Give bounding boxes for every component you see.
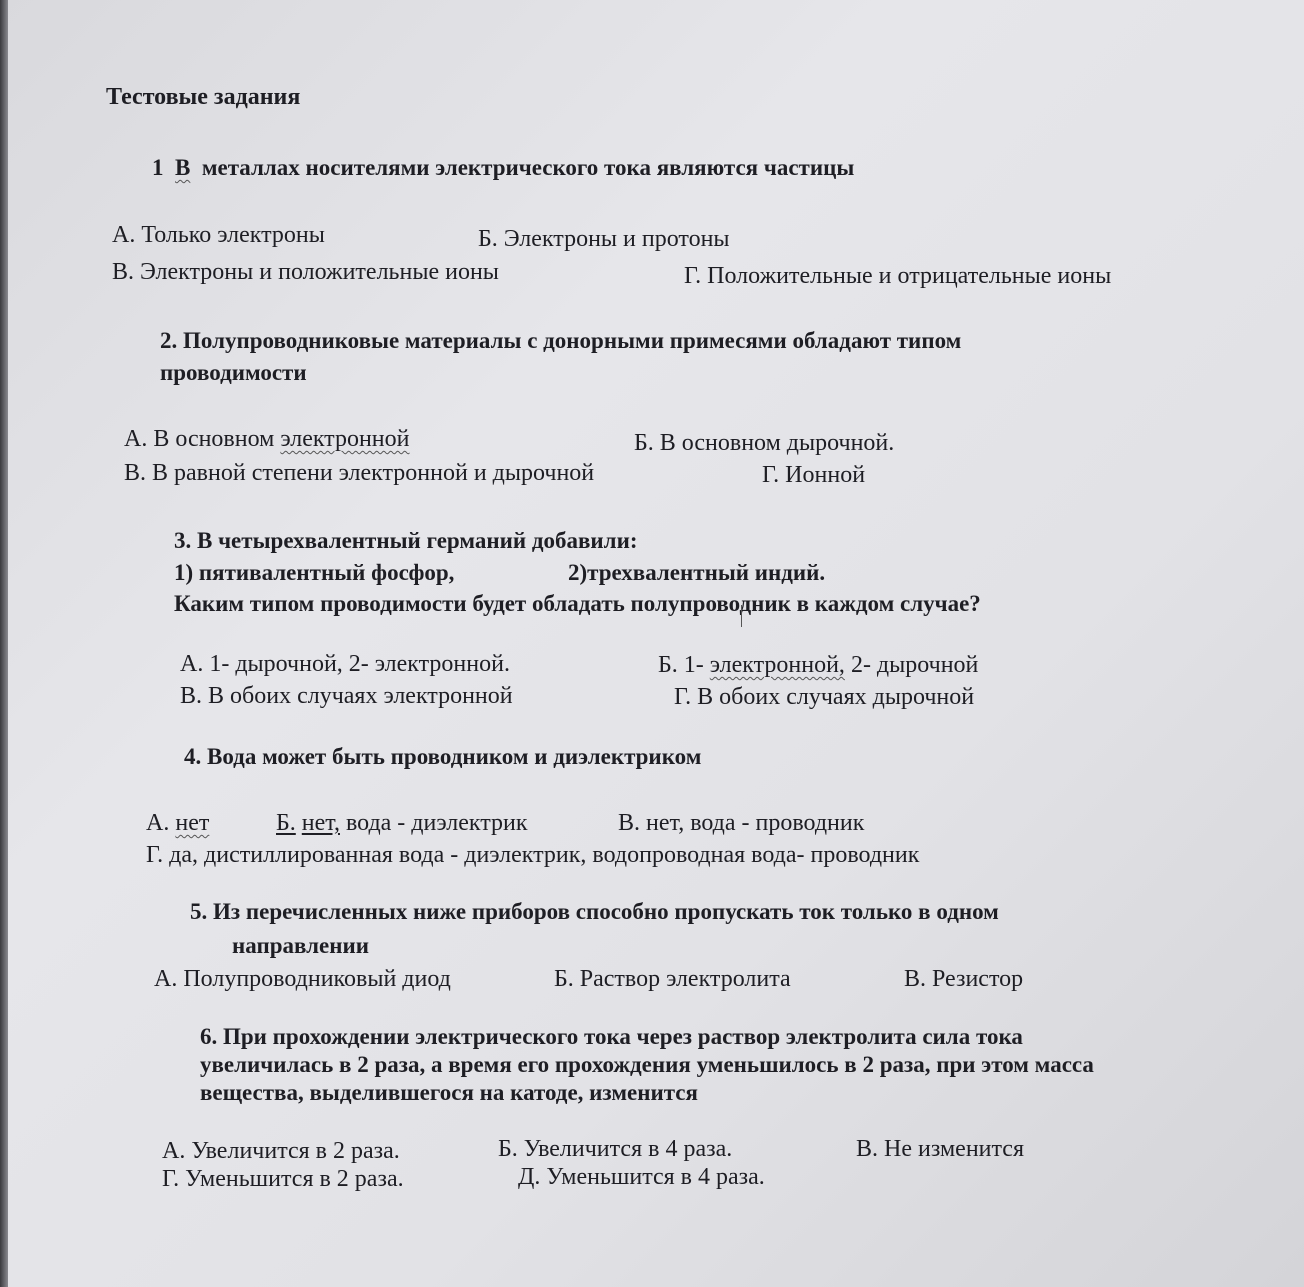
q4-option-a	[146, 810, 209, 837]
q5-option-a: А. Полупроводниковый диод	[154, 966, 451, 992]
q6-option-e: Д. Уменьшится в 4 раза.	[518, 1164, 765, 1190]
question-6-line-2: увеличилась в 2 раза, а время его прохождения уменьшилось в 2 раза, при этом масса	[200, 1052, 1094, 1077]
question-5-line-1: 5. Из перечисленных ниже приборов способно пропускать ток только в одном	[190, 899, 999, 924]
q1-option-c: В. Электроны и положительные ионы	[112, 259, 499, 285]
question-6-line-1: 6. При прохождении электрического тока через раствор электролита сила тока	[200, 1024, 1023, 1049]
q1-option-b: Б. Электроны и протоны	[478, 226, 730, 252]
question-2-line-1: 2. Полупроводниковые материалы с донорными примесями обладают типом	[160, 328, 962, 353]
q1-option-a: А. Только электроны	[112, 222, 325, 248]
q6-option-d: Г. Уменьшится в 2 раза.	[162, 1166, 404, 1192]
q4-option-d: Г. да, дистиллированная вода - диэлектрик, водопроводная вода- проводник	[146, 842, 920, 868]
q4-option-b-suffix: вода - диэлектрик	[345, 810, 528, 836]
q6-option-a: А. Увеличится в 2 раза.	[162, 1138, 400, 1164]
q3-option-b	[658, 652, 978, 679]
question-2-line-2: проводимости	[160, 360, 307, 385]
q6-option-c: В. Не изменится	[856, 1136, 1024, 1162]
q4-option-a-prefix: А.	[146, 810, 170, 836]
q4-option-b-prefix: Б.	[276, 810, 296, 836]
page-title: Тестовые задания	[106, 84, 301, 110]
q4-option-b-word: нет,	[301, 810, 340, 836]
q2-option-c: В. В равной степени электронной и дырочной	[124, 460, 595, 486]
q1-option-d: Г. Положительные и отрицательные ионы	[684, 263, 1112, 289]
q4-option-a-word: нет	[175, 810, 210, 836]
q3-option-d: Г. В обоих случаях дырочной	[674, 684, 975, 710]
question-1-number: 1	[152, 155, 164, 180]
question-6-line-3: вещества, выделившегося на катоде, изменится	[200, 1080, 698, 1105]
q5-option-b: Б. Раствор электролита	[554, 966, 791, 992]
question-1	[152, 155, 854, 181]
q6-option-b: Б. Увеличится в 4 раза.	[498, 1136, 733, 1162]
q3-option-b-word: электронной,	[709, 652, 845, 678]
question-5-line-2: направлении	[232, 933, 369, 958]
q2-option-a	[124, 426, 410, 453]
q2-option-d: Г. Ионной	[762, 462, 866, 488]
screen-bezel-edge	[0, 0, 8, 1287]
question-3-line-2b: 2)трехвалентный индий.	[568, 560, 826, 585]
q2-option-a-prefix: А. В основном	[124, 426, 275, 452]
q3-option-a: А. 1- дырочной, 2- электронной.	[180, 651, 510, 677]
q5-option-c: В. Резистор	[904, 966, 1024, 992]
question-3-line-1: 3. В четырехвалентный германий добавили:	[174, 528, 638, 553]
q3-option-c: В. В обоих случаях электронной	[180, 683, 513, 709]
question-4: 4. Вода может быть проводником и диэлектриком	[184, 744, 702, 769]
q3-option-b-prefix: Б. 1-	[658, 652, 704, 678]
q4-option-b	[276, 810, 527, 837]
text-cursor-icon	[741, 605, 744, 627]
question-1-text: металлах носителями электрического тока являются частицы	[201, 155, 855, 180]
q2-option-a-word: электронной	[280, 426, 410, 452]
question-3-line-3: Каким типом проводимости будет обладать полупроводник в каждом случае?	[174, 591, 981, 616]
question-1-lead-word: В	[175, 155, 191, 180]
q2-option-b: Б. В основном дырочной.	[634, 430, 895, 456]
question-3-line-2a: 1) пятивалентный фосфор,	[174, 560, 455, 585]
q4-option-c: В. нет, вода - проводник	[618, 810, 865, 836]
q3-option-b-suffix: 2- дырочной	[850, 652, 979, 678]
